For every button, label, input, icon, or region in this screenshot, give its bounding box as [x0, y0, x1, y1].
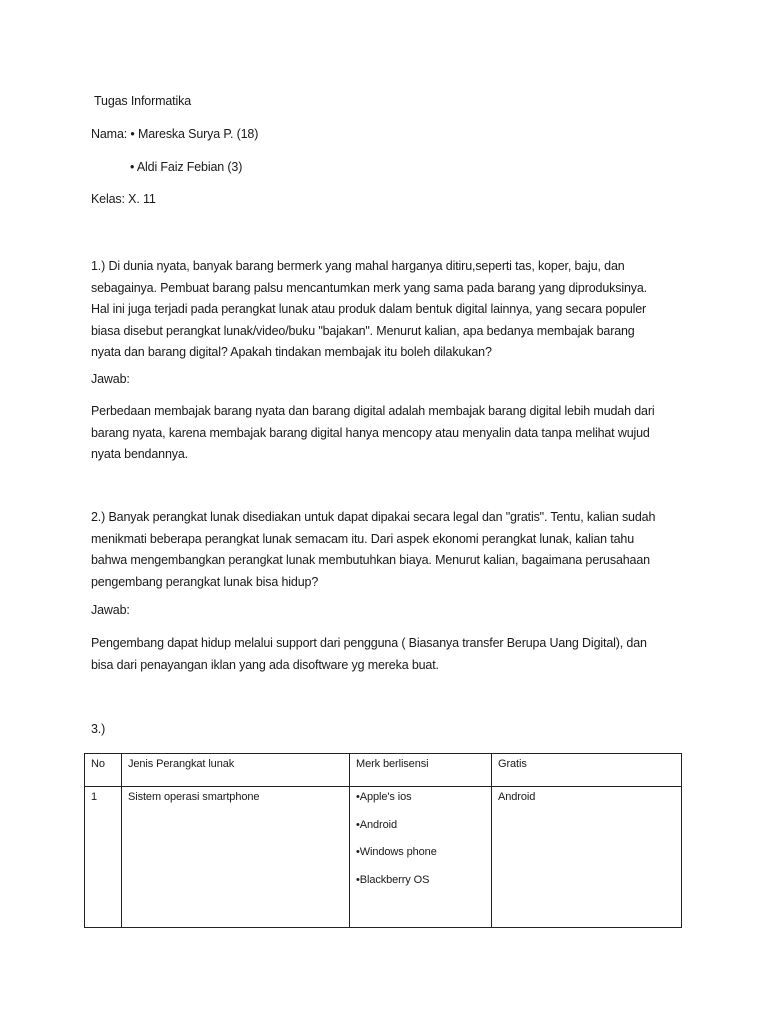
answer-1 [91, 401, 691, 466]
kelas-line: Kelas: X. 11 [91, 192, 156, 206]
answer-1-line: barang nyata, karena membajak barang digital hanya mencopy atau menyalin data tanpa melihat wujud [91, 425, 650, 440]
question-2-line: menikmati beberapa perangkat lunak semacam itu. Dari aspek ekonomi perangkat lunak, kalian tahu [91, 531, 635, 546]
software-table [84, 753, 682, 928]
table-cell-merk [350, 787, 492, 928]
question-2-line: pengembang perangkat lunak bisa hidup? [91, 574, 319, 589]
jawab-label-2: Jawab: [91, 603, 130, 617]
question-1-line: biasa disebut perangkat lunak/video/buku "bajakan". Menurut kalian, apa bedanya membajak barang [91, 323, 635, 338]
table-header-row [85, 754, 682, 787]
question-2 [91, 507, 691, 593]
table-cell-jenis: Sistem operasi smartphone [122, 787, 350, 928]
table-cell-no: 1 [85, 787, 122, 928]
answer-2-line: Pengembang dapat hidup melalui support dari pengguna ( Biasanya transfer Berupa Uang Digital), dan [91, 636, 647, 650]
table-header-cell: Gratis [492, 754, 682, 787]
jawab-label-1: Jawab: [91, 372, 130, 386]
answer-1-line: Perbedaan membajak barang nyata dan barang digital adalah membajak barang digital lebih mudah dari [91, 404, 655, 418]
member-line-2: • Aldi Faiz Febian (3) [130, 160, 243, 174]
document-title: Tugas Informatika [94, 94, 192, 108]
question-1 [91, 256, 691, 364]
answer-2 [91, 633, 691, 676]
answer-1-line: nyata bendannya. [91, 447, 188, 462]
merk-list-item: •Android [356, 818, 397, 831]
merk-list-item: •Blackberry OS [356, 873, 430, 886]
question-2-line: bahwa mengembangkan perangkat lunak membutuhkan biaya. Menurut kalian, bagaimana perusahaan [91, 553, 650, 568]
question-1-line: 1.) Di dunia nyata, banyak barang bermerk yang mahal harganya ditiru,seperti tas, koper, baju, dan [91, 259, 625, 273]
question-3-label: 3.) [91, 722, 106, 736]
table-header-cell: Merk berlisensi [350, 754, 492, 787]
question-1-line: nyata dan barang digital? Apakah tindakan membajak itu boleh dilakukan? [91, 345, 492, 360]
answer-2-line: bisa dari penayangan iklan yang ada disoftware yg mereka buat. [91, 657, 439, 672]
merk-list-item: •Apple's ios [356, 791, 412, 803]
question-1-line: sebagainya. Pembuat barang palsu mencantumkan merk yang sama pada barang yang diproduksinya. [91, 280, 648, 295]
merk-list-item: •Windows phone [356, 846, 437, 858]
table-header-cell: Jenis Perangkat lunak [122, 754, 350, 787]
nama-line: Nama: • Mareska Surya P. (18) [91, 127, 259, 141]
question-1-line: Hal ini juga terjadi pada perangkat lunak atau produk dalam bentuk digital lainnya, yang secara populer [91, 302, 647, 317]
table-header-cell: No [85, 754, 122, 787]
table-row [85, 787, 682, 928]
question-2-line: 2.) Banyak perangkat lunak disediakan untuk dapat dipakai secara legal dan "gratis". Tentu, kalian sudah [91, 510, 656, 524]
table-cell-gratis: Android [492, 787, 682, 928]
